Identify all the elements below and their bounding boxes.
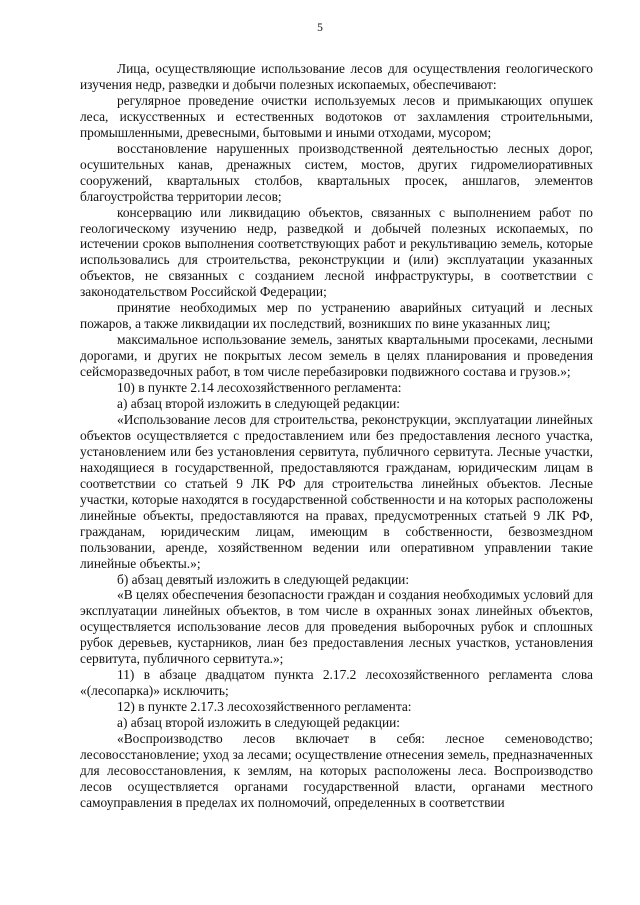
paragraph-item-12: 12) в пункте 2.17.3 лесохозяйственного регламента: [117,699,412,715]
paragraph-restoration: восстановление нарушенных производственной деятельностью лесных дорог, осушительных канав, дренажных систем, мостов, других гидромелиоративных сооружений, квартальных столбов, квартальных просек, аншлагов, элементов благоустройства территории лесов; [80,140,593,204]
paragraph-intro: Лица, осуществляющие использование лесов для осуществления геологического изучения недр, разведки и добычи полезных ископаемых, обеспечивают: [80,61,593,92]
paragraph-safety: «В целях обеспечения безопасности граждан и создания необходимых условий для эксплуатации линейных объектов, в том числе в охранных зонах линейных объектов, осуществляется использование лесов для проведения выборочных рубок и сплошных рубок деревьев, кустарников, лиан без предоставления лесных участков, установления сервитута, публичного сервитута.»; [80,587,593,667]
paragraph-item-12a: а) абзац второй изложить в следующей редакции: [117,715,401,731]
paragraph-land-use: максимальное использование земель, занятых квартальными просеками, лесными дорогами, и других не покрытых лесом земель в целях планирования и проведения сейсморазведочных работ, в том числе перебазировки подвижного состава и грузов.»; [80,332,593,380]
page-number: 5 [317,22,323,34]
paragraph-emergency: принятие необходимых мер по устранению аварийных ситуаций и лесных пожаров, а также ликвидации их последствий, возникших по вине указанных лиц; [80,300,593,332]
paragraph-item-10a: а) абзац второй изложить в следующей редакции: [117,396,401,412]
paragraph-reproduction: «Воспроизводство лесов включает в себя: лесное семеноводство; лесовосстановление; уход за лесами; осуществление отнесения земель, предназначенных для лесовосстановления, к землям, на которых расположены леса. Воспроизводство лесов осуществляется органами государственной власти, органами местного самоуправления в пределах их полномочий, определенных в соответствии [80,731,593,810]
paragraph-cleaning: регулярное проведение очистки используемых лесов и примыкающих опушек леса, искусственных и естественных водотоков от захламления строительными, промышленными, древесными, бытовыми и иными отходами, мусором; [80,92,593,140]
document-body [80,61,593,811]
paragraph-item-11: 11) в абзаце двадцатом пункта 2.17.2 лесохозяйственного регламента слова «(лесопарка)» исключить; [80,667,593,699]
paragraph-item-10: 10) в пункте 2.14 лесохозяйственного регламента: [117,380,402,396]
paragraph-linear-objects: «Использование лесов для строительства, реконструкции, эксплуатации линейных объектов осуществляется с предоставлением или без предоставления лесного участка, установлением или без установления сервитута, публичного сервитута. Лесные участки, находящиеся в государственной, предоставляются гражданам, юридическим лицам в соответствии со статьей 9 ЛК РФ для строительства линейных объектов. Лесные участки, которые находятся в государственной собственности и на которых расположены линейные объекты, предоставляются на правах, предусмотренных статьей 9 ЛК РФ, гражданам, юридическим лицам, имеющим в собственности, безвозмездном пользовании, аренде, хозяйственном ведении или оперативном управлении такие линейные объекты.»; [80,411,593,571]
paragraph-conservation: консервацию или ликвидацию объектов, связанных с выполнением работ по геологическому изучению недр, разведкой и добычей полезных ископаемых, по истечении сроков выполнения соответствующих работ и рекультивацию земель, которые использовались для строительства, реконструкции и (или) эксплуатации указанных объектов, не связанных с созданием лесной инфраструктуры, в соответствии с законодательством Российской Федерации; [80,204,593,300]
paragraph-item-10b: б) абзац девятый изложить в следующей редакции: [117,571,410,587]
